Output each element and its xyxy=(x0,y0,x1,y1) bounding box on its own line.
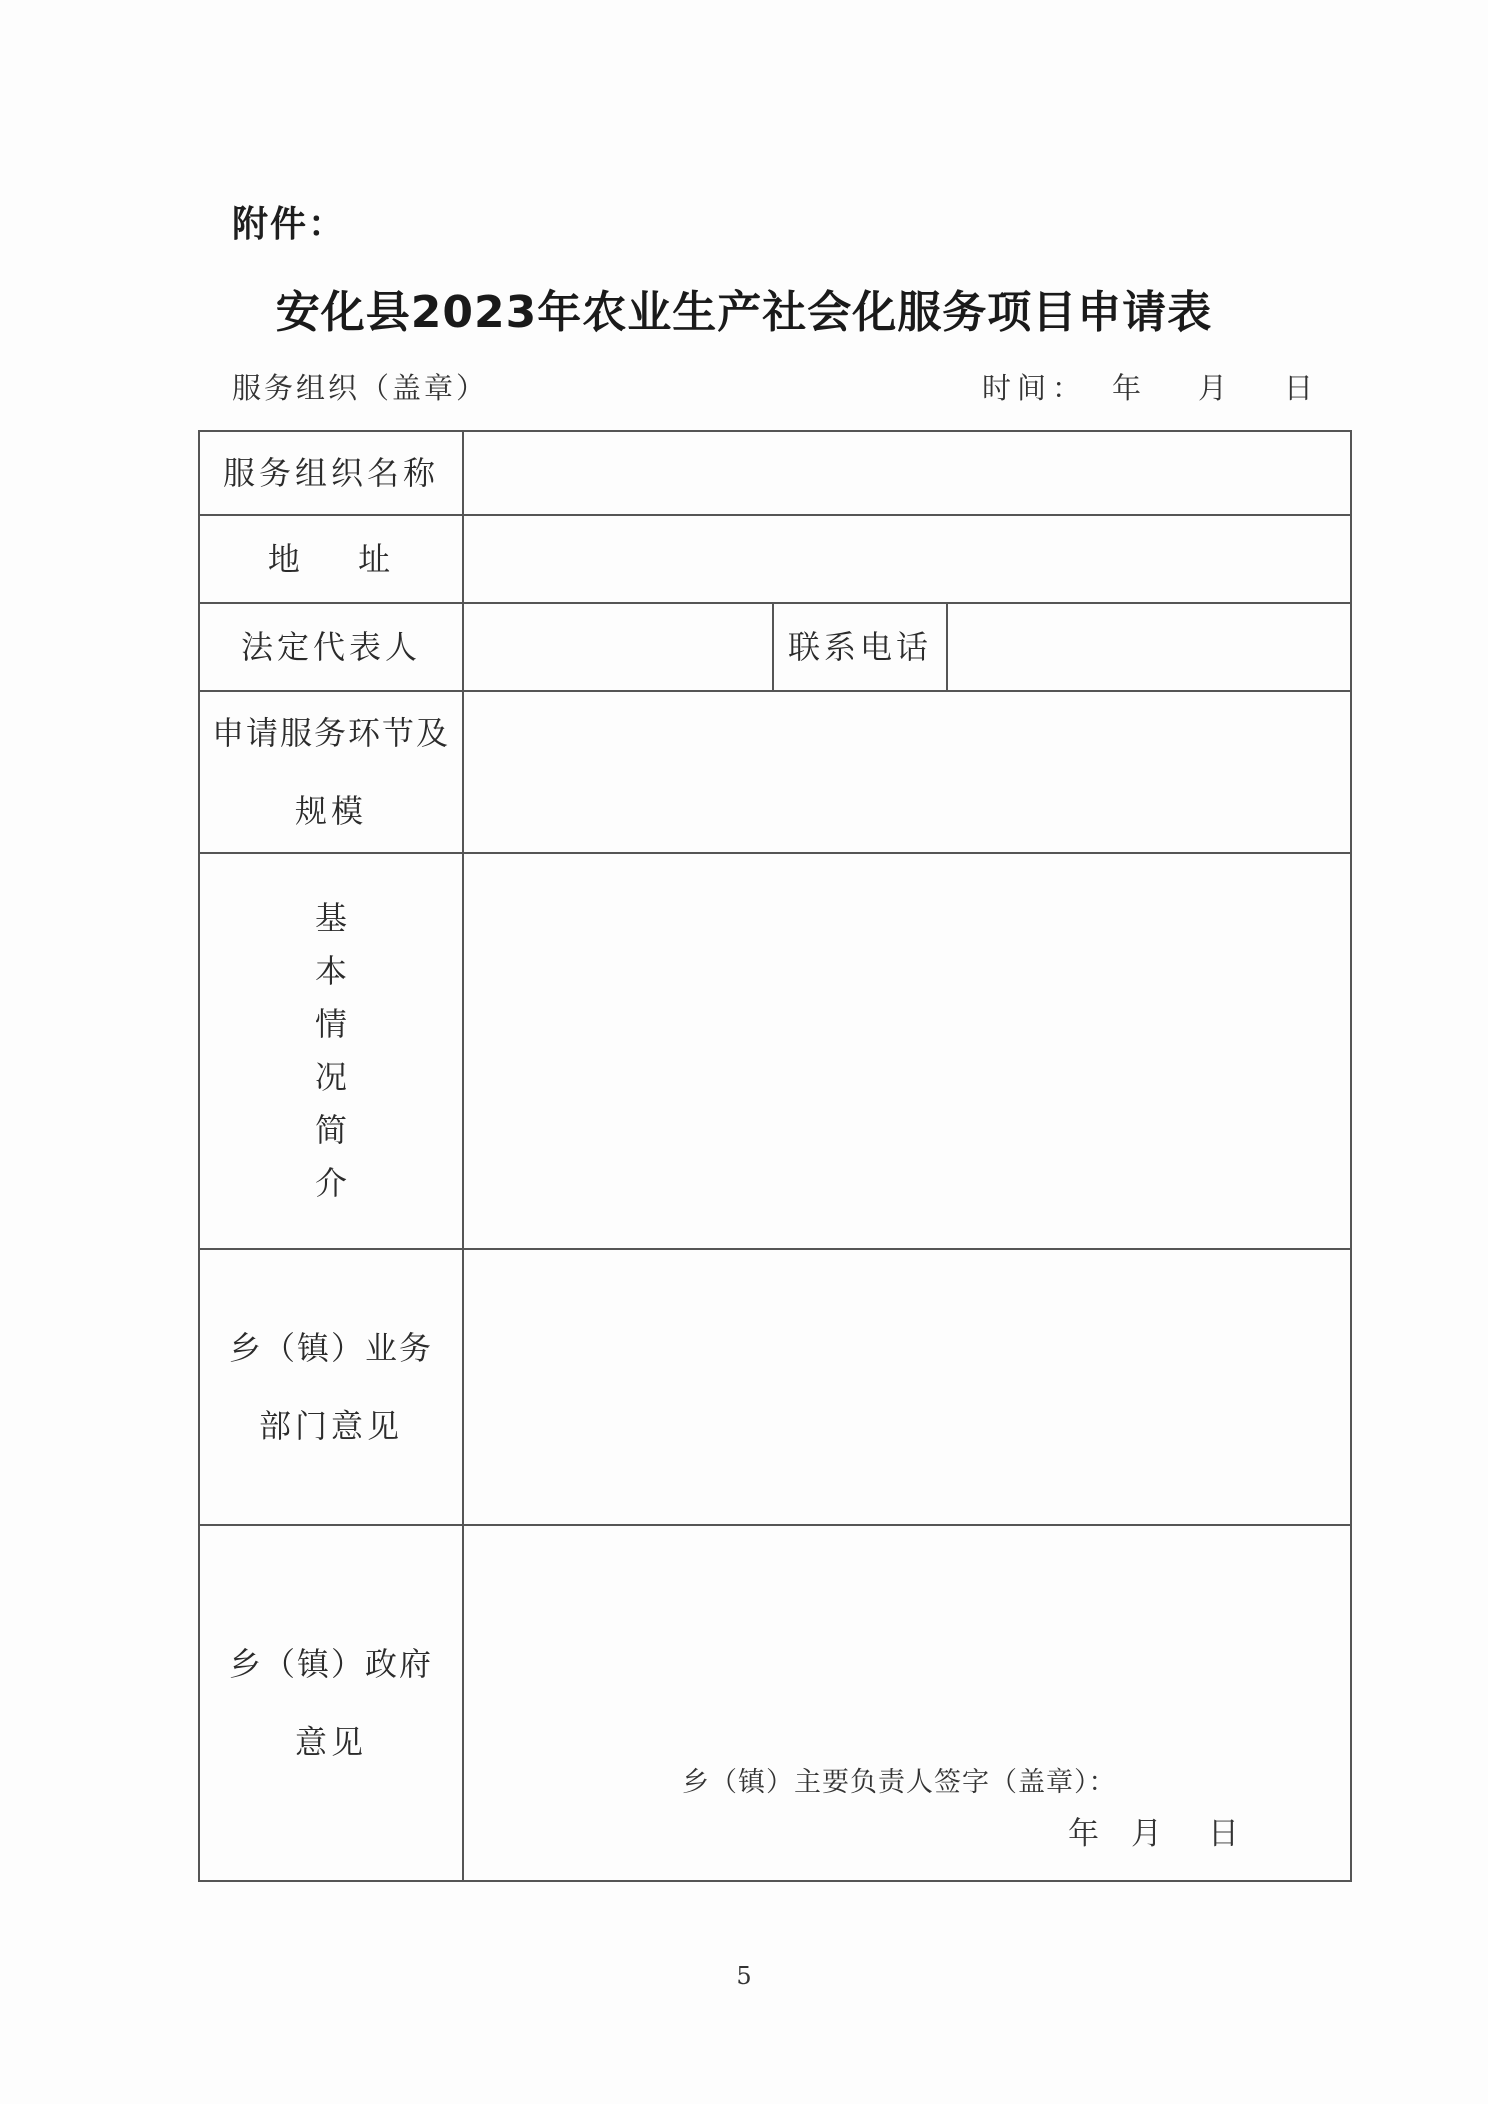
phone-label: 联系电话 xyxy=(773,603,947,691)
org-name-field[interactable] xyxy=(463,431,1351,515)
town-gov-label xyxy=(199,1525,463,1881)
signature-label: 乡（镇）主要负责人签字（盖章）： xyxy=(682,1767,1117,1798)
legal-rep-field[interactable] xyxy=(463,603,773,691)
signature-date xyxy=(1068,1808,1239,1853)
town-gov-line2: 意见 xyxy=(294,1723,367,1761)
basic-info-char: 简 xyxy=(314,1111,347,1149)
basic-info-char: 介 xyxy=(314,1164,347,1202)
attachment-label: 附件： xyxy=(232,204,347,245)
service-label xyxy=(199,691,463,853)
town-dept-line1: 乡（镇）业务 xyxy=(228,1329,433,1367)
service-label-line2: 规模 xyxy=(294,792,367,830)
basic-info-label xyxy=(199,853,463,1249)
sig-day: 日 xyxy=(1208,1816,1239,1852)
basic-info-char: 情 xyxy=(314,1005,347,1043)
service-label-line1: 申请服务环节及 xyxy=(211,714,450,752)
date-day: 日 xyxy=(1284,371,1314,405)
date-year: 年 xyxy=(1112,371,1142,405)
sig-year: 年 xyxy=(1068,1816,1099,1852)
org-name-label: 服务组织名称 xyxy=(199,431,463,515)
legal-rep-label: 法定代表人 xyxy=(199,603,463,691)
phone-field[interactable] xyxy=(947,603,1351,691)
basic-info-char: 本 xyxy=(314,952,347,990)
page-number: 5 xyxy=(736,1962,752,1990)
town-gov-opinion-field[interactable] xyxy=(463,1525,1351,1881)
page-title: 安化县2023年农业生产社会化服务项目申请表 xyxy=(275,287,1213,338)
date-month: 月 xyxy=(1198,371,1228,405)
basic-info-field[interactable] xyxy=(463,853,1351,1249)
address-label xyxy=(199,515,463,603)
address-label-text: 地 址 xyxy=(267,540,395,578)
date-label: 时间： xyxy=(982,371,1088,405)
address-field[interactable] xyxy=(463,515,1351,603)
basic-info-char: 况 xyxy=(314,1058,347,1096)
service-field[interactable] xyxy=(463,691,1351,853)
date-line xyxy=(982,366,1324,407)
org-stamp-label: 服务组织（盖章） xyxy=(232,371,489,405)
town-gov-line1: 乡（镇）政府 xyxy=(228,1645,433,1683)
application-form-table xyxy=(198,430,1352,1882)
town-dept-label xyxy=(199,1249,463,1525)
town-dept-line2: 部门意见 xyxy=(258,1407,403,1445)
town-dept-opinion-field[interactable] xyxy=(463,1249,1351,1525)
basic-info-char: 基 xyxy=(314,899,347,937)
sig-month: 月 xyxy=(1131,1816,1162,1852)
